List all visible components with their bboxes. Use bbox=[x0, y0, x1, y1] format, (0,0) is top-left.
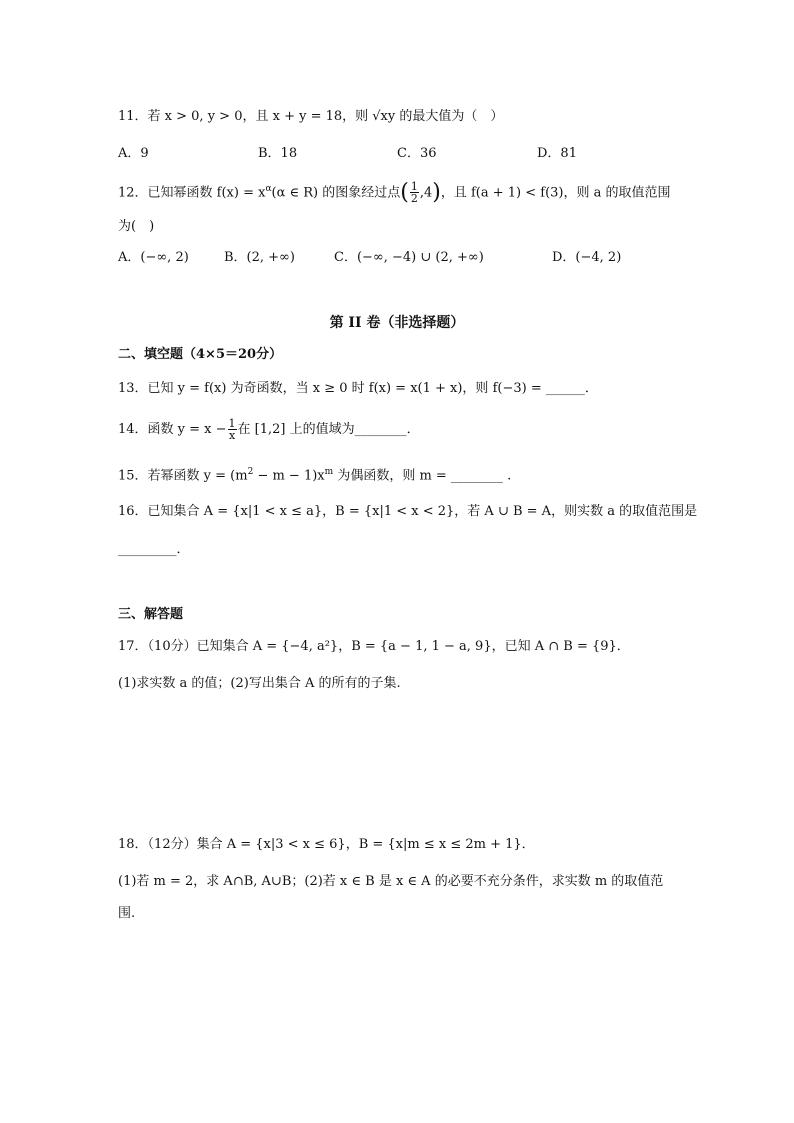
q18-parts: (1)若 m = 2，求 A∩B, A∪B；(2)若 x ∈ B 是 x ∈ A 的必要不充分条件，求实数 m 的取值范 bbox=[118, 874, 664, 889]
q15-stem-c: 为偶函数，则 m = ________ . bbox=[333, 468, 512, 484]
q11-option-b: B．18 bbox=[258, 146, 298, 161]
q15-stem-b: − m − 1)x bbox=[253, 468, 325, 484]
q18-parts-cont: 围. bbox=[118, 906, 136, 921]
q15-sup1: 2 bbox=[247, 467, 254, 477]
q14-stem-b: 在 [1,2] 上的值域为________． bbox=[237, 422, 420, 437]
q12-option-d: D．(−4, 2) bbox=[552, 250, 622, 265]
q11-option-d: D．81 bbox=[537, 146, 577, 161]
q11-option-c: C．36 bbox=[397, 146, 437, 161]
q12-stem-a: 12．已知幂函数 f(x) = x bbox=[118, 185, 266, 201]
q12-stem: 12．已知幂函数 $f(x) = x^\alpha(\alpha$ ∈ R) 的图象经过点( $\frac{1}{2}$ ,4)，且 f(a + 1) < f(3)，则 a 的取值范围 bbox=[118, 179, 671, 206]
q15-stem-a: 15．若幂函数 y = (m bbox=[118, 468, 248, 484]
q17-parts: (1)求实数 a 的值；(2)写出集合 A 的所有的子集. bbox=[118, 676, 401, 691]
q12-option-b: B．(2, +∞) bbox=[224, 250, 295, 265]
q16-stem: 16．已知集合 A = {x|1 < x ≤ a}，B = {x|1 < x < 2}，若 A ∪ B = A，则实数 a 的取值范围是 bbox=[118, 504, 698, 519]
q14-fraction: $\frac{1}{x}$ bbox=[228, 417, 236, 442]
q14-stem bbox=[118, 418, 420, 441]
q15-stem bbox=[118, 463, 511, 485]
q12-option-c: C．(−∞, −4) ∪ (2, +∞) bbox=[334, 250, 484, 265]
q13-stem: 13．已知 y = f(x) 为奇函数，当 x ≥ 0 时 f(x) = x(1 + x)，则 f(−3) = ______． bbox=[118, 381, 598, 396]
q11-stem: 11．若 x > 0, y > 0，且 x + y = 18，则 √xy 的最大值为（ ） bbox=[118, 109, 504, 124]
q11-option-a: A．9 bbox=[118, 146, 149, 161]
q12-point-rest: ,4 bbox=[419, 185, 433, 201]
q12-stem-b: (α ∈ R) 的图象经过点 bbox=[271, 185, 401, 201]
q17-stem: 17．（10分）已知集合 A = {−4, a²}，B = {a − 1, 1 − a, 9}，已知 A ∩ B = {9}． bbox=[118, 639, 630, 654]
q12-stem-d: 为( ) bbox=[118, 219, 155, 234]
q14-stem-a: 14．函数 y = x − bbox=[118, 422, 227, 437]
q16-answer-blank: _________． bbox=[118, 542, 190, 557]
q12-exponent: α bbox=[265, 184, 272, 194]
q15-sup2: m bbox=[324, 467, 334, 477]
q12-point-fraction: $\frac{1}{2}$ bbox=[410, 180, 418, 206]
q18-stem: 18．（12分）集合 A = {x|3 < x ≤ 6}，B = {x|m ≤ x ≤ 2m + 1}． bbox=[118, 837, 535, 852]
section-fill-in-title: 二、填空题（4×5＝20分） bbox=[118, 347, 283, 362]
q12-option-a: A．(−∞, 2) bbox=[118, 250, 189, 265]
part2-title: 第 II 卷（非选择题） bbox=[329, 315, 465, 331]
section-answer-title: 三、解答题 bbox=[118, 607, 184, 622]
q12-stem-c: ，且 f(a + 1) < f(3)，则 a 的取值范围 bbox=[440, 185, 671, 201]
